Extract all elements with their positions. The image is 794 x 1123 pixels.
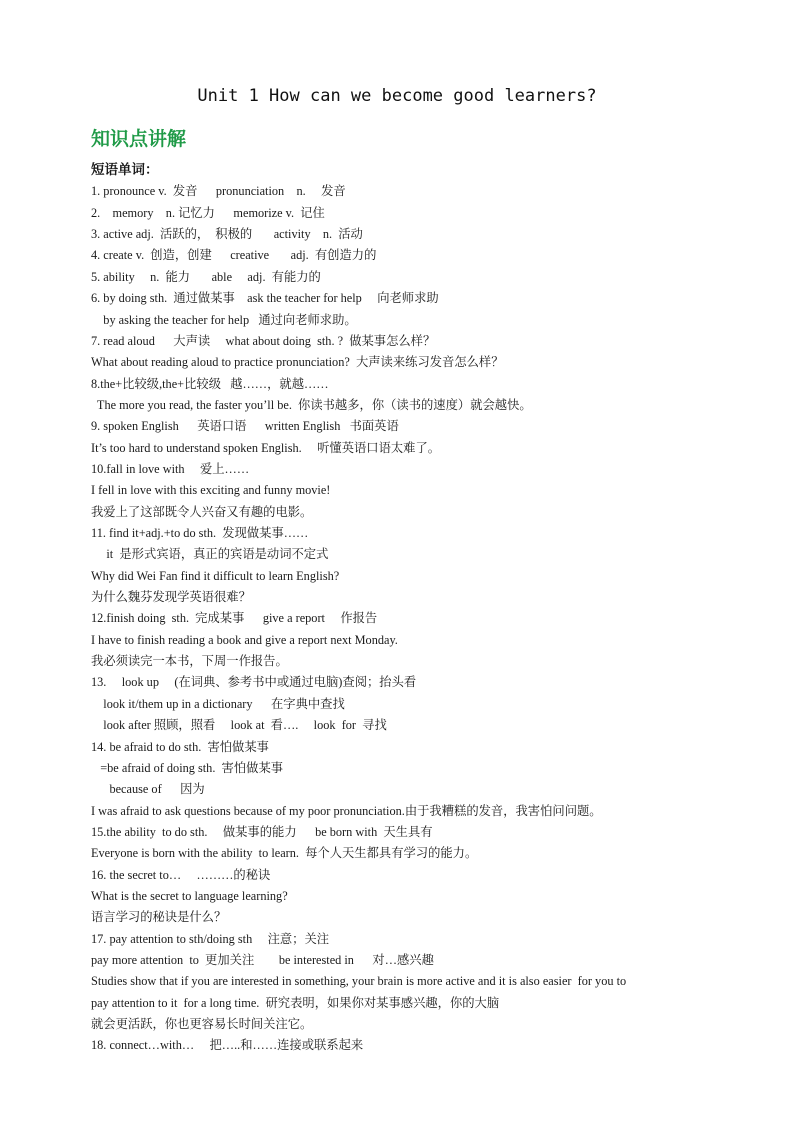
text-line: 18. connect…with… 把…..和……连接或联系起来 bbox=[91, 1038, 364, 1053]
text-line: look it/them up in a dictionary 在字典中查找 bbox=[91, 696, 345, 711]
text-line: 6. by doing sth. 通过做某事 ask the teacher for help 向老师求助 bbox=[91, 291, 439, 306]
text-line: by asking the teacher for help 通过向老师求助。 bbox=[91, 312, 357, 327]
text-line: 17. pay attention to sth/doing sth 注意；关注 bbox=[91, 931, 330, 946]
text-line: 7. read aloud 大声读 what about doing sth. ? 做某事怎么样？ bbox=[91, 333, 436, 348]
text-line: The more you read, the faster you’ll be. 你读书越多，你（读书的速度）就会越快。 bbox=[91, 397, 532, 412]
text-line: 16. the secret to… ………的秘诀 bbox=[91, 867, 271, 882]
text-line: 语言学习的秘诀是什么？ bbox=[91, 910, 227, 925]
text-line: 2. memory n. 记忆力 memorize v. 记住 bbox=[91, 205, 325, 220]
text-line: 3. active adj. 活跃的， 积极的 activity n. 活动 bbox=[91, 227, 363, 242]
text-line: Studies show that if you are interested in something, your brain is more active and it is also easier for you to bbox=[91, 974, 627, 989]
text-line: look after 照顾，照看 look at 看…. look for 寻找 bbox=[91, 718, 387, 733]
text-line: It’s too hard to understand spoken English. 听懂英语口语太难了。 bbox=[91, 440, 441, 455]
text-line: it 是形式宾语，真正的宾语是动词不定式 bbox=[91, 547, 329, 562]
text-line: I fell in love with this exciting and funny movie! bbox=[91, 483, 331, 498]
text-line: pay more attention to 更加关注 be interested in 对…感兴趣 bbox=[91, 953, 434, 967]
text-line: I have to finish reading a book and give a report next Monday. bbox=[91, 632, 398, 647]
text-line: 11. find it+adj.+to do sth. 发现做某事…… bbox=[91, 526, 309, 540]
text-line: 15.the ability to do sth. 做某事的能力 be born with 天生具有 bbox=[91, 824, 433, 839]
text-line: 就会更活跃，你也更容易长时间关注它。 bbox=[91, 1017, 313, 1031]
text-line: 5. ability n. 能力 able adj. 有能力的 bbox=[91, 269, 321, 284]
text-line: 4. create v. 创造，创建 creative adj. 有创造力的 bbox=[91, 248, 377, 263]
text-line: 14. be afraid to do sth. 害怕做某事 bbox=[91, 739, 269, 754]
text-line: What is the secret to language learning? bbox=[91, 888, 288, 903]
text-line: because of 因为 bbox=[91, 782, 205, 797]
text-line: Why did Wei Fan find it difficult to learn English? bbox=[91, 568, 340, 583]
text-line: What about reading aloud to practice pronunciation? 大声读来练习发音怎么样？ bbox=[91, 355, 504, 370]
text-line: 13. look up (在词典、参考书中或通过电脑)查阅；抬头看 bbox=[91, 675, 417, 690]
text-line: 我爱上了这部既令人兴奋又有趣的电影。 bbox=[91, 504, 313, 519]
text-line: =be afraid of doing sth. 害怕做某事 bbox=[91, 760, 284, 775]
text-line: 我必须读完一本书，下周一作报告。 bbox=[91, 654, 288, 668]
text-line: 8.the+比较级,the+比较级 越……，就越…… bbox=[91, 376, 329, 391]
subheading: 短语单词： bbox=[91, 162, 159, 178]
text-line: 10.fall in love with 爱上…… bbox=[91, 461, 250, 476]
text-line: 12.finish doing sth. 完成某事 give a report 作报告 bbox=[91, 611, 378, 626]
text-line: 为什么魏芬发现学英语很难？ bbox=[91, 590, 251, 604]
page-title: Unit 1 How can we become good learners? bbox=[197, 86, 597, 106]
text-line: 9. spoken English 英语口语 written English 书面英语 bbox=[91, 419, 399, 434]
text-line: 1. pronounce v. 发音 pronunciation n. 发音 bbox=[91, 184, 346, 199]
text-line: pay attention to it for a long time. 研究表明，如果你对某事感兴趣，你的大脑 bbox=[91, 995, 500, 1010]
text-line: I was afraid to ask questions because of my poor pronunciation.由于我糟糕的发音，我害怕问问题。 bbox=[91, 803, 602, 818]
text-line: Everyone is born with the ability to learn. 每个人天生都具有学习的能力。 bbox=[91, 846, 478, 861]
section-heading: 知识点讲解 bbox=[91, 128, 187, 150]
